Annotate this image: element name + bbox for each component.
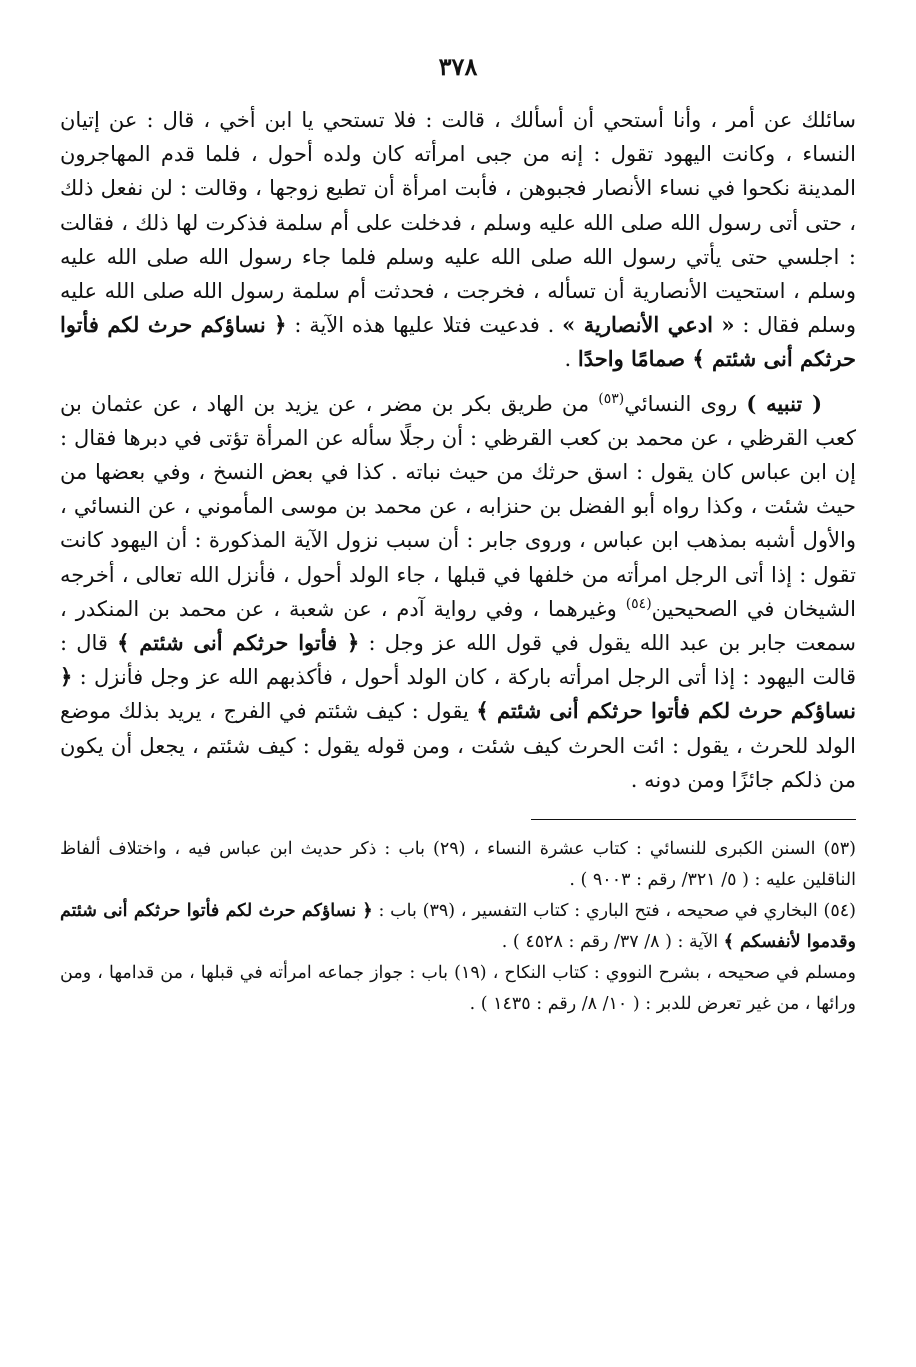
prophet-quote: « ادعي الأنصارية » — [562, 312, 735, 338]
note-label: ( تنبيه ) — [746, 390, 823, 416]
paragraph-text: وغيرهما ، وفي رواية آدم ، عن شعبة ، عن محمد بن المنكدر ، سمعت جابر بن عبد الله يقول في قول الله عز وجل : — [60, 596, 856, 656]
quran-verse: ﴿ نساؤكم حرث لكم فأتوا حرثكم أنى شئتم ﴾ صمامًا واحدًا — [60, 312, 856, 372]
paragraph-text: . — [564, 347, 572, 372]
paragraph-note — [60, 387, 856, 797]
footnote-53: (٥٣) السنن الكبرى للنسائي : كتاب عشرة النساء ، (٢٩) باب : ذكر حديث ابن عباس فيه ، واختلاف ألفاظ الناقلين عليه : ( ٥/ ٣٢١/ رقم : ٩٠٠٣ ) . — [60, 839, 856, 891]
paragraph-text: يقول : كيف شئتم في الفرج ، يريد بذلك موضع الولد للحرث ، يقول : ائت الحرث كيف شئت ، ومن قوله يقول : كيف شئتم ، يجعل أن يكون من ذلكم جائزًا ومن دونه . — [60, 699, 856, 792]
book-page — [60, 52, 856, 1020]
paragraph-text: قال : قالت اليهود : إذا أتى الرجل امرأته باركة ، كان الولد أحول ، فأكذبهم الله عز وجل فأنزل : — [60, 631, 856, 690]
paragraph-text: من طريق بكر بن مضر ، عن يزيد بن الهاد ، عن عثمان بن كعب القرظي ، عن محمد بن كعب القرظي : أن رجلًا سأله عن المرأة تؤتى في دبرها فقال : إن ابن عباس كان يقول : اسق حرثك من حيث نباته . كذا في بعض النسخ ، وفي بعضها من حيث شئت ، وكذا رواه أبو الفضل بن حنزابه ، عن محمد بن موسى المأموني ، عن النسائي ، والأول أشبه بمذهب ابن عباس ، وروى جابر : أن سبب نزول الآية المذكورة : أن اليهود كانت تقول : إذا أتى الرجل امرأته من خلفها في قبلها ، جاء الولد أحول ، فأنزل الله تعالى ، أخرجه الشيخان في الصحيحين — [60, 391, 856, 621]
quran-verse: ﴿ فأتوا حرثكم أنى شئتم ﴾ — [117, 630, 360, 656]
footnote-ref-53[interactable]: (٥٣) — [598, 390, 625, 407]
footnote-divider — [531, 819, 856, 820]
paragraph-text: سائلك عن أمر ، وأنا أستحي أن أسألك ، قالت : فلا تستحي يا ابن أخي ، قال : عن إتيان النساء ، وكانت اليهود تقول : إنه من جبى امرأته كان ولده أحول ، فلما قدم المهاجرون المدينة نكحوا في نساء الأنصار فجبوهن ، فأبت امرأة أن تطيع زوجها ، وقالت : لن نفعل ذلك ، حتى أتى رسول الله صلى الله عليه وسلم ، فدخلت على أم سلمة فذكرت لها ذلك ، فقالت : اجلسي حتى يأتي رسول الله صلى الله عليه وسلم فلما جاء رسول الله صلى الله عليه وسلم ، استحيت الأنصارية أن تسأله ، فخرجت ، فحدثت أم سلمة رسول الله صلى الله عليه وسلم فقال : — [60, 108, 857, 338]
footnote-54 — [60, 896, 856, 958]
page-number: ٣٧٨ — [438, 52, 478, 81]
footnote-text: (٥٤) البخاري في صحيحه ، فتح الباري : كتاب التفسير ، (٣٩) باب : — [378, 901, 856, 922]
paragraph-text: روى النسائي — [624, 391, 738, 416]
paragraph-text: . فدعيت فتلا عليها هذه الآية : — [294, 313, 555, 338]
quran-verse: ﴿ نساؤكم حرث لكم فأتوا حرثكم أنى شئتم وقدموا لأنفسكم ﴾ — [60, 901, 856, 953]
paragraph-hadith — [60, 103, 856, 377]
footnote-text: الآية : ( ٨/ ٣٧/ رقم : ٤٥٢٨ ) . — [501, 932, 719, 953]
footnote-54-continued: ومسلم في صحيحه ، بشرح النووي : كتاب النكاح ، (١٩) باب : جواز جماعه امرأته في قبلها ، من قدامها ، ومن ورائها ، من غير تعرض للدبر : ( ١٠/ ٨/ رقم : ١٤٣٥ ) . — [60, 963, 856, 1015]
footnote-ref-54[interactable]: (٥٤) — [625, 595, 652, 612]
quran-verse: ﴿ نساؤكم حرث لكم فأتوا حرثكم أنى شئتم ﴾ — [60, 664, 856, 724]
